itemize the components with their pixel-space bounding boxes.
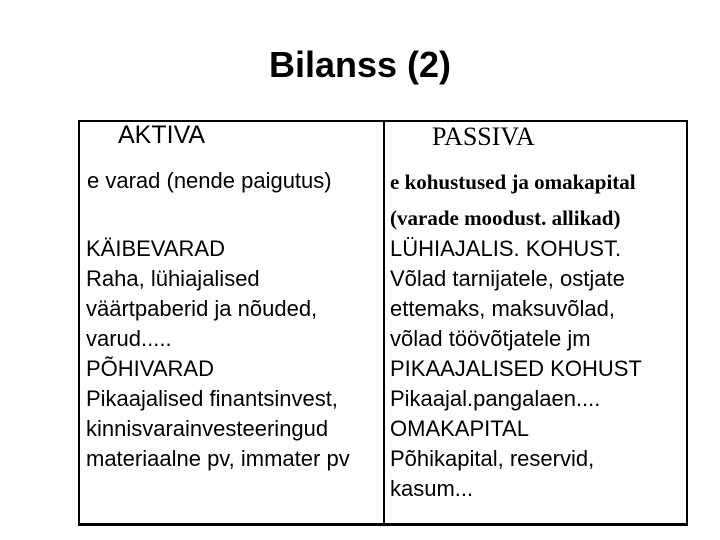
passiva-line: kasum... <box>390 476 474 501</box>
aktiva-subtitle: e varad (nende paigutus) <box>87 168 332 193</box>
passiva-column <box>390 234 642 504</box>
passiva-line: Põhikapital, reservid, <box>390 446 595 471</box>
aktiva-line: KÄIBEVARAD <box>86 236 225 261</box>
aktiva-column <box>86 234 350 474</box>
aktiva-line: varud..... <box>86 326 172 351</box>
slide-title: Bilanss (2) <box>268 44 452 85</box>
aktiva-line: materiaalne pv, immater pv <box>86 446 350 471</box>
passiva-subtitle <box>390 164 636 236</box>
passiva-line: Pikaajal.pangalaen.... <box>390 386 601 411</box>
passiva-line: võlad töövõtjatele jm <box>390 326 591 351</box>
aktiva-line: Raha, lühiajalised <box>86 266 260 291</box>
column-divider <box>383 120 385 526</box>
aktiva-line: kinnisvarainvesteeringud <box>86 416 329 441</box>
passiva-subtitle-line: e kohustused ja omakapital <box>390 170 636 194</box>
passiva-header: PASSIVA <box>432 122 535 151</box>
aktiva-line: väärtpaberid ja nõuded, <box>86 296 318 321</box>
aktiva-header: AKTIVA <box>118 121 206 149</box>
passiva-line: Võlad tarnijatele, ostjate <box>390 266 625 291</box>
aktiva-line: PÕHIVARAD <box>86 356 214 381</box>
passiva-subtitle-line: (varade moodust. allikad) <box>390 206 621 230</box>
passiva-line: OMAKAPITAL <box>390 416 529 441</box>
passiva-line: PIKAAJALISED KOHUST <box>390 356 642 381</box>
passiva-line: ettemaks, maksuvõlad, <box>390 296 615 321</box>
passiva-line: LÜHIAJALIS. KOHUST. <box>390 236 622 261</box>
aktiva-line: Pikaajalised finantsinvest, <box>86 386 338 411</box>
